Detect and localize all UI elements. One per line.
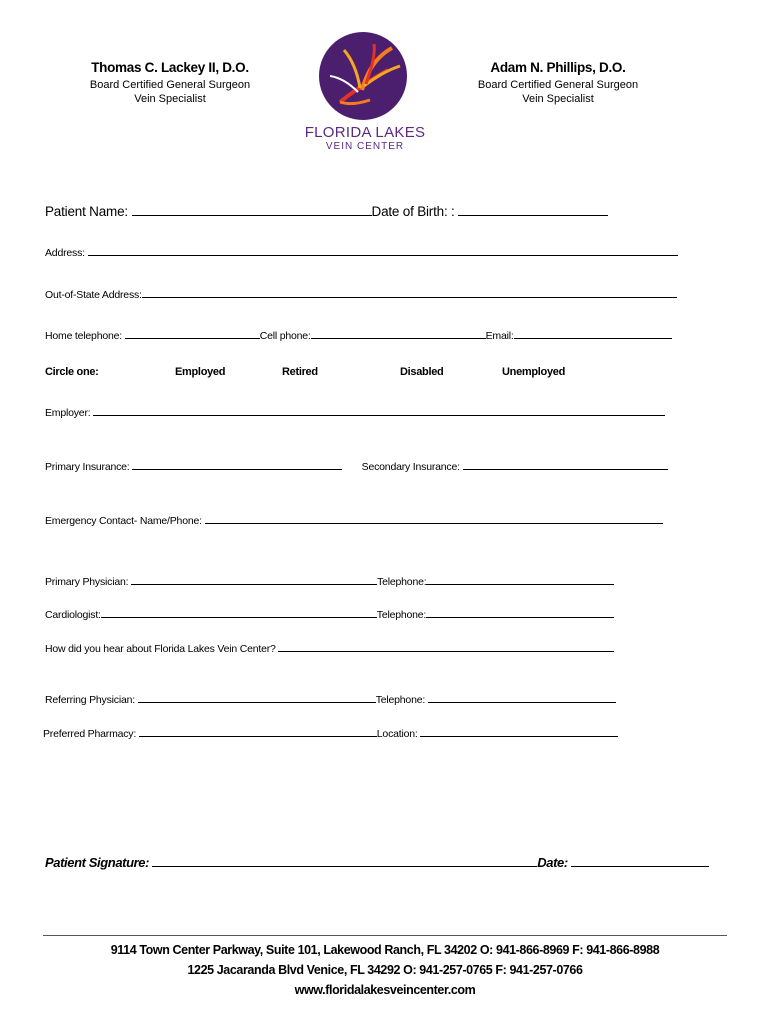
address-row <box>45 245 678 259</box>
location-field[interactable] <box>420 726 618 737</box>
date-field[interactable] <box>571 854 709 867</box>
footer-address-2: 1225 Jacaranda Blvd Venice, FL 34292 O: 941-257-0765 F: 941-257-0766 <box>187 963 583 977</box>
location-label: Location: <box>376 728 418 740</box>
right-doctor-block <box>458 60 658 106</box>
cardiologist-row <box>45 607 614 621</box>
home-phone-label: Home telephone: <box>45 330 122 342</box>
date-label: Date: <box>537 855 568 870</box>
emergency-row <box>45 513 663 527</box>
patient-signature-field[interactable] <box>152 854 537 867</box>
option-retired[interactable]: Retired <box>282 366 318 378</box>
left-doctor-title: Board Certified General Surgeon <box>89 79 251 91</box>
referring-physician-label: Referring Physician: <box>45 694 135 706</box>
patient-name-row <box>45 203 608 219</box>
how-heard-field[interactable] <box>278 641 614 652</box>
how-heard-label: How did you hear about Florida Lakes Vein Center? <box>45 643 276 655</box>
cardiologist-field[interactable] <box>101 607 377 618</box>
secondary-insurance-label: Secondary Insurance: <box>361 461 460 473</box>
cell-phone-field[interactable] <box>311 328 486 339</box>
patient-name-label: Patient Name: <box>45 204 128 219</box>
out-of-state-label: Out-of-State Address: <box>45 289 142 301</box>
primary-physician-field[interactable] <box>131 574 377 585</box>
left-doctor-specialty: Vein Specialist <box>134 93 206 105</box>
secondary-insurance-field[interactable] <box>463 459 668 470</box>
employer-field[interactable] <box>93 405 665 416</box>
option-disabled[interactable]: Disabled <box>400 366 444 378</box>
primary-physician-row <box>45 574 614 588</box>
logo-line2: VEIN CENTER <box>325 141 405 152</box>
preferred-pharmacy-field[interactable] <box>139 726 377 737</box>
insurance-row <box>45 459 668 473</box>
cardiologist-telephone-label: Telephone: <box>376 609 427 621</box>
referring-telephone-label: Telephone: <box>375 694 426 706</box>
logo-flower-icon <box>300 30 430 126</box>
right-doctor-name: Adam N. Phillips, D.O. <box>490 60 626 75</box>
left-doctor-name: Thomas C. Lackey II, D.O. <box>91 60 249 75</box>
emergency-contact-field[interactable] <box>205 513 663 524</box>
cell-phone-label: Cell phone: <box>259 330 311 342</box>
home-phone-field[interactable] <box>125 328 260 339</box>
employer-row <box>45 405 665 419</box>
logo <box>300 30 430 160</box>
left-doctor-block <box>70 60 270 106</box>
footer-website[interactable]: www.floridalakesveincenter.com <box>294 983 476 997</box>
footer-divider <box>43 935 727 936</box>
email-label: Email: <box>485 330 514 342</box>
cardiologist-label: Cardiologist: <box>45 609 101 621</box>
primary-physician-label: Primary Physician: <box>45 576 129 588</box>
footer-address-1: 9114 Town Center Parkway, Suite 101, Lakewood Ranch, FL 34202 O: 941-866-8969 F: 941-866-8988 <box>110 943 660 957</box>
signature-row <box>45 854 709 870</box>
dob-label: Date of Birth: : <box>371 204 455 219</box>
patient-name-field[interactable] <box>132 203 372 216</box>
dob-field[interactable] <box>458 203 608 216</box>
option-employed[interactable]: Employed <box>175 366 226 378</box>
out-of-state-field[interactable] <box>142 287 677 298</box>
referring-row <box>45 692 616 706</box>
primary-insurance-label: Primary Insurance: <box>45 461 130 473</box>
cardiologist-telephone-field[interactable] <box>426 607 614 618</box>
employer-label: Employer: <box>45 407 91 419</box>
referring-telephone-field[interactable] <box>428 692 616 703</box>
emergency-contact-label: Emergency Contact- Name/Phone: <box>45 515 202 527</box>
patient-signature-label: Patient Signature: <box>45 855 150 870</box>
email-field[interactable] <box>514 328 672 339</box>
out-of-state-row <box>45 287 677 301</box>
how-heard-row <box>45 641 614 655</box>
right-doctor-specialty: Vein Specialist <box>522 93 594 105</box>
logo-line1: FLORIDA LAKES <box>304 124 426 141</box>
referring-physician-field[interactable] <box>138 692 376 703</box>
right-doctor-title: Board Certified General Surgeon <box>477 79 639 91</box>
pharmacy-row <box>43 726 618 740</box>
preferred-pharmacy-label: Preferred Pharmacy: <box>43 728 137 740</box>
primary-insurance-field[interactable] <box>132 459 342 470</box>
primary-physician-telephone-label: Telephone: <box>377 576 427 588</box>
phone-email-row <box>45 328 672 342</box>
option-unemployed[interactable]: Unemployed <box>502 366 566 378</box>
primary-physician-telephone-field[interactable] <box>426 574 614 585</box>
address-field[interactable] <box>88 245 678 256</box>
circle-one-label: Circle one: <box>45 366 99 378</box>
address-label: Address: <box>45 247 85 259</box>
